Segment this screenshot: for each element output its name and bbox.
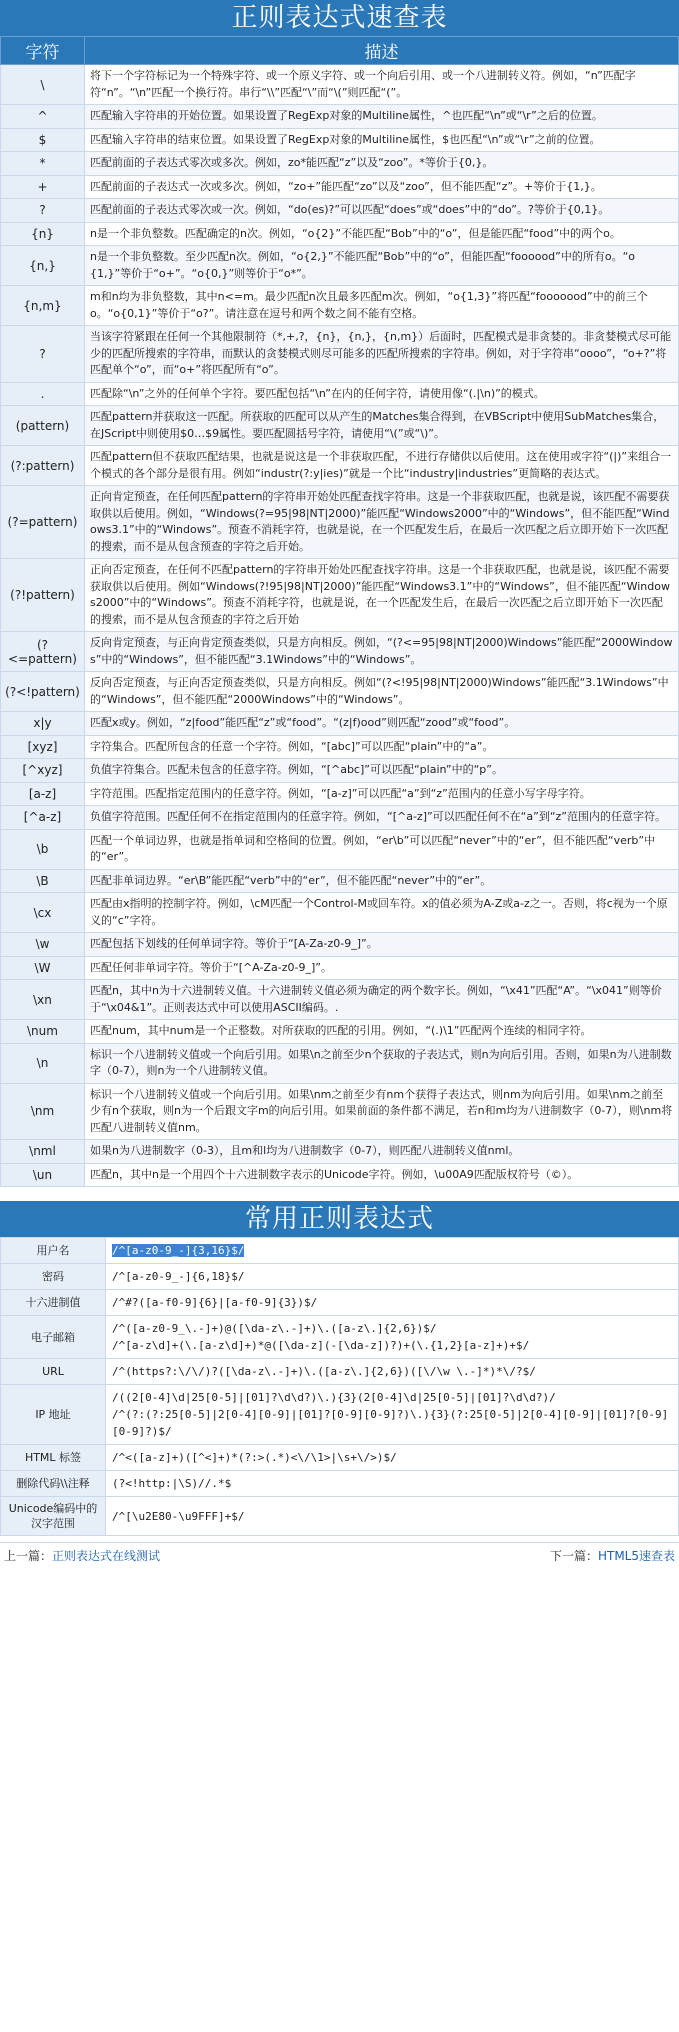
regex-pattern-line: /^#?([a-f0-9]{6}|[a-f0-9]{3})$/	[112, 1296, 318, 1309]
description-cell: 正向肯定预查，在任何匹配pattern的字符串开始处匹配查找字符串。这是一个非获取匹配，也就是说，该匹配不需要获取供以后使用。例如，“Windows(?=95|98|NT|2000)”能匹配“Windows2000”中的“Windows”，但不能匹配“Windows3.1”中的“Windows”。预查不消耗字符，也就是说，在一个匹配发生后，在最后一次匹配之后立即开始下一次匹配的搜索，而不是从包含预查的字符之后开始。	[85, 486, 679, 559]
next-article	[550, 1547, 675, 1564]
description-cell: 标识一个八进制转义值或一个向后引用。如果\nm之前至少有nm个获得子表达式，则nm为向后引用。如果\nm之前至少有n个获取，则n为一个后跟文字m的向后引用。如果前面的条件都不满足，若n和m均为八进制数字（0-7），则\nm将匹配八进制转义值nm。	[85, 1083, 679, 1140]
common-regex-table-body	[1, 1238, 679, 1536]
description-cell: n是一个非负整数。至少匹配n次。例如，“o{2,}”不能匹配“Bob”中的“o”，但能匹配“foooood”中的所有o。“o{1,}”等价于“o+”。“o{0,}”则等价于“o*”。	[85, 246, 679, 286]
symbol-cell: +	[1, 175, 85, 199]
description-cell: 匹配一个单词边界，也就是指单词和空格间的位置。例如，“er\b”可以匹配“never”中的“er”，但不能匹配“verb”中的“er”。	[85, 829, 679, 869]
regex-name-cell: HTML 标签	[1, 1445, 106, 1471]
regex-pattern-line: /^[a-z\d]+(\.[a-z\d]+)*@([\da-z](-[\da-z])?)+(\.{1,2}[a-z]+)+$/	[112, 1339, 530, 1352]
symbol-cell: ?	[1, 199, 85, 223]
table-row	[1, 152, 679, 176]
symbol-cell: \nm	[1, 1083, 85, 1140]
selected-pattern-text[interactable]: /^[a-z0-9_-]{3,16}$/	[112, 1244, 245, 1257]
common-regex-row	[1, 1385, 679, 1445]
regex-pattern-line: /^(https?:\/\/)?([\da-z\.-]+)\.([a-z\.]{2,6})([\/\w \.-]*)*\/?$/	[112, 1365, 536, 1378]
symbol-cell: \W	[1, 956, 85, 980]
regex-pattern-line: /^[a-z0-9_-]{6,18}$/	[112, 1270, 245, 1283]
regex-pattern-cell	[106, 1497, 679, 1536]
table-row	[1, 175, 679, 199]
table-row	[1, 222, 679, 246]
next-article-link[interactable]: HTML5速查表	[597, 1549, 675, 1563]
table-row	[1, 406, 679, 446]
description-cell: 反向否定预查，与正向否定预查类似，只是方向相反。例如“(?<!95|98|NT|2000)Windows”能匹配“3.1Windows”中的“Windows”，但不能匹配“2000Windows”中的“Windows”。	[85, 672, 679, 712]
description-cell: 正向否定预查，在任何不匹配pattern的字符串开始处匹配查找字符串。这是一个非获取匹配，也就是说，该匹配不需要获取供以后使用。例如“Windows(?!95|98|NT|2000)”能匹配“Windows3.1”中的“Windows”，但不能匹配“Windows2000”中的“Windows”。预查不消耗字符，也就是说，在一个匹配发生后，在最后一次匹配之后立即开始下一次匹配的搜索，而不是从包含预查的字符之后开始	[85, 559, 679, 632]
description-cell: 匹配输入字符串的开始位置。如果设置了RegExp对象的Multiline属性，^也匹配“\n”或“\r”之后的位置。	[85, 105, 679, 129]
table-row	[1, 829, 679, 869]
table-row	[1, 980, 679, 1020]
table-row	[1, 672, 679, 712]
table-row	[1, 806, 679, 830]
prev-label: 上一篇：	[4, 1549, 53, 1563]
symbol-cell: (?!pattern)	[1, 559, 85, 632]
description-cell: 匹配包括下划线的任何单词字符。等价于“[A-Za-z0-9_]”。	[85, 933, 679, 957]
common-regex-row	[1, 1316, 679, 1359]
table-row	[1, 486, 679, 559]
symbol-cell: (?:pattern)	[1, 446, 85, 486]
symbol-cell: {n}	[1, 222, 85, 246]
description-cell: 当该字符紧跟在任何一个其他限制符（*,+,?，{n}，{n,}，{n,m}）后面时，匹配模式是非贪婪的。非贪婪模式尽可能少的匹配所搜索的字符串，而默认的贪婪模式则尽可能多的匹配所搜索的字符串。例如，对于字符串“oooo”，“o+?”将匹配单个“o”，而“o+”将匹配所有“o”。	[85, 326, 679, 383]
regex-pattern-cell	[106, 1264, 679, 1290]
symbol-cell: [xyz]	[1, 735, 85, 759]
symbol-cell: [^xyz]	[1, 759, 85, 783]
description-cell: 字符集合。匹配所包含的任意一个字符。例如，“[abc]”可以匹配“plain”中的“a”。	[85, 735, 679, 759]
common-regex-row	[1, 1238, 679, 1264]
description-cell: 匹配除“\n”之外的任何单个字符。要匹配包括“\n”在内的任何字符，请使用像“(.|\n)”的模式。	[85, 382, 679, 406]
symbol-cell: .	[1, 382, 85, 406]
table-row	[1, 559, 679, 632]
table-row	[1, 326, 679, 383]
symbol-cell: (?<!pattern)	[1, 672, 85, 712]
table-row	[1, 382, 679, 406]
table-row	[1, 199, 679, 223]
regex-name-cell: 删除代码\\注释	[1, 1471, 106, 1497]
description-cell: 匹配x或y。例如，“z|food”能匹配“z”或“food”。“(z|f)ood”则匹配“zood”或“food”。	[85, 712, 679, 736]
description-cell: 标识一个八进制转义值或一个向后引用。如果\n之前至少n个获取的子表达式，则n为向后引用。否则，如果n为八进制数字（0-7），则n为一个八进制转义值。	[85, 1043, 679, 1083]
description-cell: 匹配非单词边界。“er\B”能匹配“verb”中的“er”，但不能匹配“never”中的“er”。	[85, 869, 679, 893]
footer-nav	[0, 1542, 679, 1568]
regex-pattern-cell	[106, 1238, 679, 1264]
symbol-column-header: 字符	[1, 37, 85, 65]
regex-name-cell: 密码	[1, 1264, 106, 1290]
symbol-cell: \nml	[1, 1140, 85, 1164]
symbol-cell: \	[1, 65, 85, 105]
table-row	[1, 446, 679, 486]
symbol-cell: \num	[1, 1020, 85, 1044]
symbol-cell: (?<=pattern)	[1, 632, 85, 672]
regex-name-cell: 用户名	[1, 1238, 106, 1264]
table-row	[1, 246, 679, 286]
table-row	[1, 128, 679, 152]
description-cell: 如果n为八进制数字（0-3），且m和l均为八进制数字（0-7），则匹配八进制转义值nml。	[85, 1140, 679, 1164]
table-row	[1, 956, 679, 980]
regex-pattern-line: /((2[0-4]\d|25[0-5]|[01]?\d\d?)\.){3}(2[0-4]\d|25[0-5]|[01]?\d\d?)/	[112, 1391, 556, 1404]
table-row	[1, 1140, 679, 1164]
table-row	[1, 1043, 679, 1083]
regex-name-cell: URL	[1, 1359, 106, 1385]
symbol-cell: {n,m}	[1, 286, 85, 326]
common-section-title: 常用正则表达式	[0, 1201, 679, 1237]
description-column-header: 描述	[85, 37, 679, 65]
common-regex-table	[0, 1237, 679, 1536]
symbol-cell: x|y	[1, 712, 85, 736]
regex-name-cell: IP 地址	[1, 1385, 106, 1445]
description-cell: m和n均为非负整数，其中n<=m。最少匹配n次且最多匹配m次。例如，“o{1,3}”将匹配“fooooood”中的前三个o。“o{0,1}”等价于“o?”。请注意在逗号和两个数之间不能有空格。	[85, 286, 679, 326]
common-regex-row	[1, 1471, 679, 1497]
description-cell: 负值字符范围。匹配任何不在指定范围内的任意字符。例如，“[^a-z]”可以匹配任何不在“a”到“z”范围内的任意字符。	[85, 806, 679, 830]
table-header-row	[1, 37, 679, 65]
table-row	[1, 712, 679, 736]
table-row	[1, 759, 679, 783]
description-cell: 将下一个字符标记为一个特殊字符、或一个原义字符、或一个向后引用、或一个八进制转义符。例如，“n”匹配字符“n”。“\n”匹配一个换行符。串行“\\”匹配“\”而“\(”则匹配“(”。	[85, 65, 679, 105]
regex-pattern-cell	[106, 1445, 679, 1471]
regex-pattern-cell	[106, 1359, 679, 1385]
symbol-cell: \xn	[1, 980, 85, 1020]
symbol-cell: \b	[1, 829, 85, 869]
description-cell: n是一个非负整数。匹配确定的n次。例如，“o{2}”不能匹配“Bob”中的“o”，但是能匹配“food”中的两个o。	[85, 222, 679, 246]
table-row	[1, 1020, 679, 1044]
table-row	[1, 1163, 679, 1187]
regex-pattern-line: (?<!http:|\S)//.*$	[112, 1477, 232, 1490]
symbol-cell: (pattern)	[1, 406, 85, 446]
common-regex-row	[1, 1264, 679, 1290]
description-cell: 匹配任何非单词字符。等价于“[^A-Za-z0-9_]”。	[85, 956, 679, 980]
table-row	[1, 286, 679, 326]
symbol-cell: *	[1, 152, 85, 176]
description-cell: 匹配前面的子表达式一次或多次。例如，“zo+”能匹配“zo”以及“zoo”，但不能匹配“z”。+等价于{1,}。	[85, 175, 679, 199]
regex-name-cell: Unicode编码中的汉字范围	[1, 1497, 106, 1536]
table-row	[1, 105, 679, 129]
table-row	[1, 632, 679, 672]
regex-pattern-cell	[106, 1316, 679, 1359]
table-row	[1, 65, 679, 105]
common-regex-row	[1, 1497, 679, 1536]
description-cell: 匹配pattern但不获取匹配结果，也就是说这是一个非获取匹配，不进行存储供以后使用。这在使用或字符“(|)”来组合一个模式的各个部分是很有用。例如“industr(?:y|ies)”就是一个比“industry|industries”更简略的表达式。	[85, 446, 679, 486]
regex-pattern-cell	[106, 1290, 679, 1316]
page-title: 正则表达式速查表	[0, 0, 679, 36]
prev-article-link[interactable]: 正则表达式在线测试	[52, 1549, 161, 1563]
regex-name-cell: 十六进制值	[1, 1290, 106, 1316]
table-row	[1, 869, 679, 893]
reference-table-body	[1, 65, 679, 1187]
description-cell: 匹配pattern并获取这一匹配。所获取的匹配可以从产生的Matches集合得到，在VBScript中使用SubMatches集合，在JScript中则使用$0…$9属性。要匹配圆括号字符，请使用“\(”或“\)”。	[85, 406, 679, 446]
regex-pattern-line: /^([a-z0-9_\.-]+)@([\da-z\.-]+)\.([a-z\.]{2,6})$/	[112, 1322, 437, 1335]
description-cell: 匹配由x指明的控制字符。例如，\cM匹配一个Control-M或回车符。x的值必须为A-Z或a-z之一。否则，将c视为一个原义的“c”字符。	[85, 893, 679, 933]
description-cell: 匹配前面的子表达式零次或多次。例如，zo*能匹配“z”以及“zoo”。*等价于{0,}。	[85, 152, 679, 176]
symbol-cell: \w	[1, 933, 85, 957]
table-row	[1, 735, 679, 759]
symbol-cell: [a-z]	[1, 782, 85, 806]
description-cell: 匹配num，其中num是一个正整数。对所获取的匹配的引用。例如，“(.)\1”匹配两个连续的相同字符。	[85, 1020, 679, 1044]
symbol-cell: \cx	[1, 893, 85, 933]
common-regex-row	[1, 1359, 679, 1385]
symbol-cell: \un	[1, 1163, 85, 1187]
table-row	[1, 782, 679, 806]
regex-pattern-line: /^(?:(?:25[0-5]|2[0-4][0-9]|[01]?[0-9][0-9]?)\.){3}(?:25[0-5]|2[0-4][0-9]|[01]?[0-9][0-9]?)$/	[112, 1408, 669, 1438]
description-cell: 负值字符集合。匹配未包含的任意字符。例如，“[^abc]”可以匹配“plain”中的“p”。	[85, 759, 679, 783]
table-row	[1, 1083, 679, 1140]
symbol-cell: $	[1, 128, 85, 152]
regex-pattern-cell	[106, 1385, 679, 1445]
table-row	[1, 893, 679, 933]
description-cell: 匹配n，其中n为十六进制转义值。十六进制转义值必须为确定的两个数字长。例如，“\x41”匹配“A”。“\x041”则等价于“\x04&1”。正则表达式中可以使用ASCII编码。.	[85, 980, 679, 1020]
symbol-cell: [^a-z]	[1, 806, 85, 830]
regex-pattern-cell	[106, 1471, 679, 1497]
symbol-cell: \n	[1, 1043, 85, 1083]
description-cell: 匹配前面的子表达式零次或一次。例如，“do(es)?”可以匹配“does”或“does”中的“do”。?等价于{0,1}。	[85, 199, 679, 223]
description-cell: 字符范围。匹配指定范围内的任意字符。例如，“[a-z]”可以匹配“a”到“z”范围内的任意小写字母字符。	[85, 782, 679, 806]
common-regex-row	[1, 1290, 679, 1316]
description-cell: 匹配输入字符串的结束位置。如果设置了RegExp对象的Multiline属性，$也匹配“\n”或“\r”之前的位置。	[85, 128, 679, 152]
table-row	[1, 933, 679, 957]
regex-pattern-line: /^[\u2E80-\u9FFF]+$/	[112, 1509, 245, 1523]
regex-name-cell: 电子邮箱	[1, 1316, 106, 1359]
description-cell: 反向肯定预查，与正向肯定预查类似，只是方向相反。例如，“(?<=95|98|NT|2000)Windows”能匹配“2000Windows”中的“Windows”，但不能匹配“3.1Windows”中的“Windows”。	[85, 632, 679, 672]
symbol-cell: ^	[1, 105, 85, 129]
regex-pattern-line	[112, 1242, 672, 1259]
reference-table	[0, 36, 679, 1187]
next-label: 下一篇：	[549, 1549, 598, 1563]
section-spacer	[0, 1187, 679, 1201]
common-regex-row	[1, 1445, 679, 1471]
symbol-cell: \B	[1, 869, 85, 893]
symbol-cell: (?=pattern)	[1, 486, 85, 559]
symbol-cell: ?	[1, 326, 85, 383]
prev-article	[4, 1547, 160, 1564]
symbol-cell: {n,}	[1, 246, 85, 286]
regex-pattern-line: /^<([a-z]+)([^<]+)*(?:>(.*)<\/\1>|\s+\/>)$/	[112, 1451, 397, 1464]
description-cell: 匹配n，其中n是一个用四个十六进制数字表示的Unicode字符。例如，\u00A9匹配版权符号（©）。	[85, 1163, 679, 1187]
